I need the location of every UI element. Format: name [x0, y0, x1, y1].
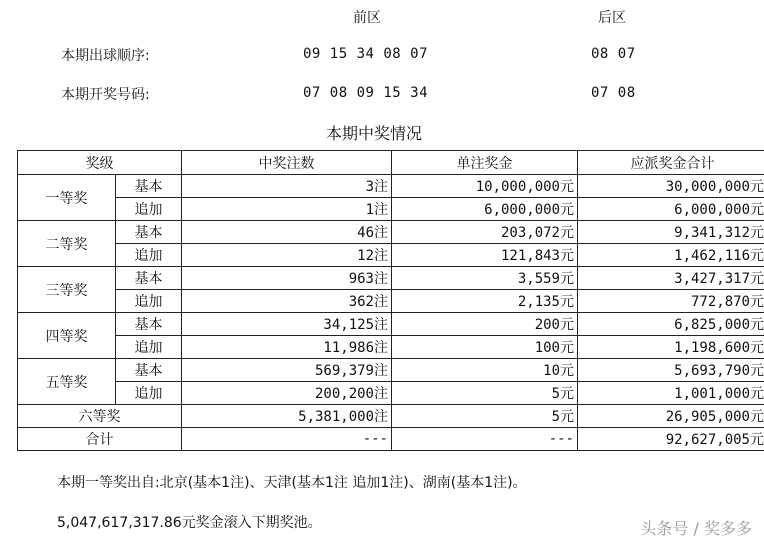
- col-header-unit-prize: 单注奖金: [392, 151, 578, 175]
- count-cell: 569,379注: [182, 359, 392, 382]
- type-cell: 基本: [116, 313, 182, 336]
- draw-order-label: 本期出球顺序:: [61, 48, 150, 64]
- total-cell: 1,462,116元: [578, 244, 764, 267]
- count-cell: 200,200注: [182, 382, 392, 405]
- sum-prize-cell: ---: [392, 428, 578, 451]
- table-row: [18, 267, 764, 290]
- watermark-text: 头条号 / 奖多多: [640, 519, 752, 538]
- total-cell: 5,693,790元: [578, 359, 764, 382]
- count-cell: 12注: [182, 244, 392, 267]
- sum-label-cell: 合计: [18, 428, 182, 451]
- prize-cell: 203,072元: [392, 221, 578, 244]
- type-cell: 追加: [116, 244, 182, 267]
- type-cell: 基本: [116, 267, 182, 290]
- col-header-count: 中奖注数: [182, 151, 392, 175]
- table-row: [18, 382, 764, 405]
- grade-cell: 二等奖: [18, 221, 116, 267]
- table-row: [18, 175, 764, 198]
- col-header-grade: 奖级: [18, 151, 182, 175]
- count-cell: 11,986注: [182, 336, 392, 359]
- prize-cell: 121,843元: [392, 244, 578, 267]
- first-prize-origin-note: 本期一等奖出自:北京(基本1注)、天津(基本1注 追加1注)、湖南(基本1注)。: [57, 475, 527, 491]
- type-cell: 基本: [116, 359, 182, 382]
- draw-order-back: 08 07: [591, 46, 636, 62]
- grade-cell: 六等奖: [18, 405, 182, 428]
- grade-cell: 四等奖: [18, 313, 116, 359]
- prize-cell: 100元: [392, 336, 578, 359]
- type-cell: 追加: [116, 336, 182, 359]
- total-cell: 30,000,000元: [578, 175, 764, 198]
- prize-cell: 10,000,000元: [392, 175, 578, 198]
- table-caption: 本期中奖情况: [326, 124, 423, 143]
- total-cell: 772,870元: [578, 290, 764, 313]
- sum-count-cell: ---: [182, 428, 392, 451]
- total-cell: 26,905,000元: [578, 405, 764, 428]
- prize-cell: 3,559元: [392, 267, 578, 290]
- draw-order-front: 09 15 34 08 07: [303, 46, 429, 62]
- count-cell: 963注: [182, 267, 392, 290]
- table-row: [18, 290, 764, 313]
- grade-cell: 三等奖: [18, 267, 116, 313]
- winning-numbers-back: 07 08: [591, 85, 636, 101]
- prize-cell: 6,000,000元: [392, 198, 578, 221]
- grade-cell: 五等奖: [18, 359, 116, 405]
- total-cell: 3,427,317元: [578, 267, 764, 290]
- winning-numbers-label: 本期开奖号码:: [61, 87, 150, 103]
- count-cell: 46注: [182, 221, 392, 244]
- total-cell: 6,000,000元: [578, 198, 764, 221]
- total-cell: 6,825,000元: [578, 313, 764, 336]
- count-cell: 34,125注: [182, 313, 392, 336]
- count-cell: 1注: [182, 198, 392, 221]
- prize-table: [17, 150, 764, 451]
- count-cell: 5,381,000注: [182, 405, 392, 428]
- prize-cell: 10元: [392, 359, 578, 382]
- table-row: [18, 244, 764, 267]
- count-cell: 3注: [182, 175, 392, 198]
- type-cell: 基本: [116, 221, 182, 244]
- type-cell: 追加: [116, 198, 182, 221]
- table-row: [18, 405, 764, 428]
- prize-cell: 2,135元: [392, 290, 578, 313]
- table-row-total: [18, 428, 764, 451]
- back-zone-label: 后区: [598, 10, 626, 26]
- prize-cell: 200元: [392, 313, 578, 336]
- winning-numbers-front: 07 08 09 15 34: [303, 85, 429, 101]
- grade-cell: 一等奖: [18, 175, 116, 221]
- prize-cell: 5元: [392, 405, 578, 428]
- table-header-row: [18, 151, 764, 175]
- total-cell: 9,341,312元: [578, 221, 764, 244]
- type-cell: 追加: [116, 382, 182, 405]
- type-cell: 基本: [116, 175, 182, 198]
- prize-cell: 5元: [392, 382, 578, 405]
- col-header-total: 应派奖金合计: [578, 151, 764, 175]
- table-row: [18, 221, 764, 244]
- table-row: [18, 336, 764, 359]
- rollover-note: 5,047,617,317.86元奖金滚入下期奖池。: [57, 515, 322, 531]
- table-row: [18, 198, 764, 221]
- sum-total-cell: 92,627,005元: [578, 428, 764, 451]
- table-row: [18, 359, 764, 382]
- table-row: [18, 313, 764, 336]
- total-cell: 1,198,600元: [578, 336, 764, 359]
- count-cell: 362注: [182, 290, 392, 313]
- front-zone-label: 前区: [353, 10, 381, 26]
- type-cell: 追加: [116, 290, 182, 313]
- total-cell: 1,001,000元: [578, 382, 764, 405]
